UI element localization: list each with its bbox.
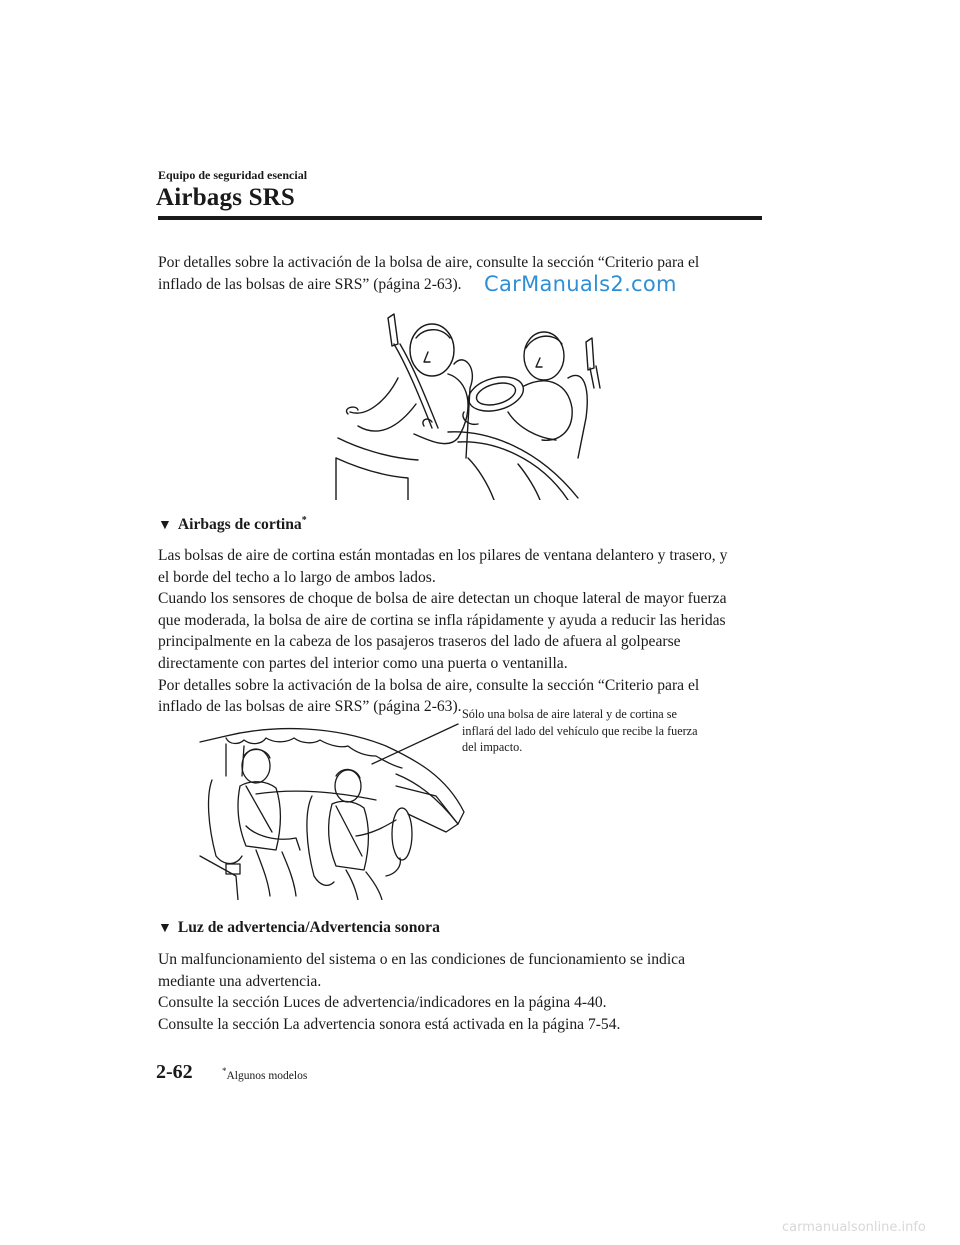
watermark-logo: CarManuals2.com [484,272,677,296]
warning-line-3: Consulte la sección Luces de advertencia/indicadores en la página 4-40. [158,994,607,1012]
curtain-paragraph [158,545,762,718]
warning-heading [158,919,440,937]
warning-line-4: Consulte la sección La advertencia sonora está activada en la página 7-54. [158,1015,621,1033]
triangle-down-icon: ▼ [158,518,172,534]
front-occupants-illustration [328,308,610,500]
curtain-line-1: Las bolsas de aire de cortina están montadas en los pilares de ventana delantero y trasero, y [158,547,728,564]
page-title: Airbags SRS [156,184,296,211]
curtain-line-4: que moderada, la bolsa de aire de cortina se infla rápidamente y ayuda a reducir las heridas [158,611,726,629]
page-number: 2-62 [156,1061,193,1083]
callout-line-3: del impacto. [462,740,523,754]
curtain-line-3: Cuando los sensores de choque de bolsa de aire detectan un choque lateral de mayor fuerza [158,590,727,608]
warning-line-2: mediante una advertencia. [158,972,322,990]
footnote-marker: * [222,1066,227,1076]
footnote-text: Algunos modelos [226,1069,308,1082]
curtain-line-8: inflado de las bolsas de aire SRS” (página 2-63). [158,698,462,716]
site-watermark: carmanualsonline.info [782,1220,926,1235]
title-rule [158,216,762,220]
intro-line-1: Por detalles sobre la activación de la bolsa de aire, consulte la sección “Criterio para el [158,254,700,271]
footnote [222,1066,307,1082]
section-label: Equipo de seguridad esencial [158,168,308,182]
triangle-down-icon: ▼ [158,921,172,936]
warning-paragraph [158,949,762,1035]
curtain-line-7: Por detalles sobre la activación de la bolsa de aire, consulte la sección “Criterio para el [158,676,700,694]
curtain-line-2: el borde del techo a lo largo de ambos lados. [158,568,436,586]
intro-line-2: inflado de las bolsas de aire SRS” (página 2-63). [158,275,462,293]
warning-line-1: Un malfuncionamiento del sistema o en las condiciones de funcionamiento se indica [158,951,686,968]
curtain-airbag-illustration [196,716,470,900]
curtain-line-5: principalmente en la cabeza de los pasajeros traseros del lado de afuera al golpearse [158,633,681,651]
optional-marker: * [301,515,307,526]
callout-line-1: Sólo una bolsa de aire lateral y de cortina se [462,707,677,721]
curtain-line-6: directamente con partes del interior como una puerta o ventanilla. [158,654,568,672]
curtain-heading-text: Airbags de cortina [177,516,302,534]
callout-line-2: inflará del lado del vehículo que recibe la fuerza [462,723,698,738]
curtain-airbag-heading [158,515,307,534]
curtain-callout [462,706,747,756]
warning-heading-text: Luz de advertencia/Advertencia sonora [177,919,440,936]
